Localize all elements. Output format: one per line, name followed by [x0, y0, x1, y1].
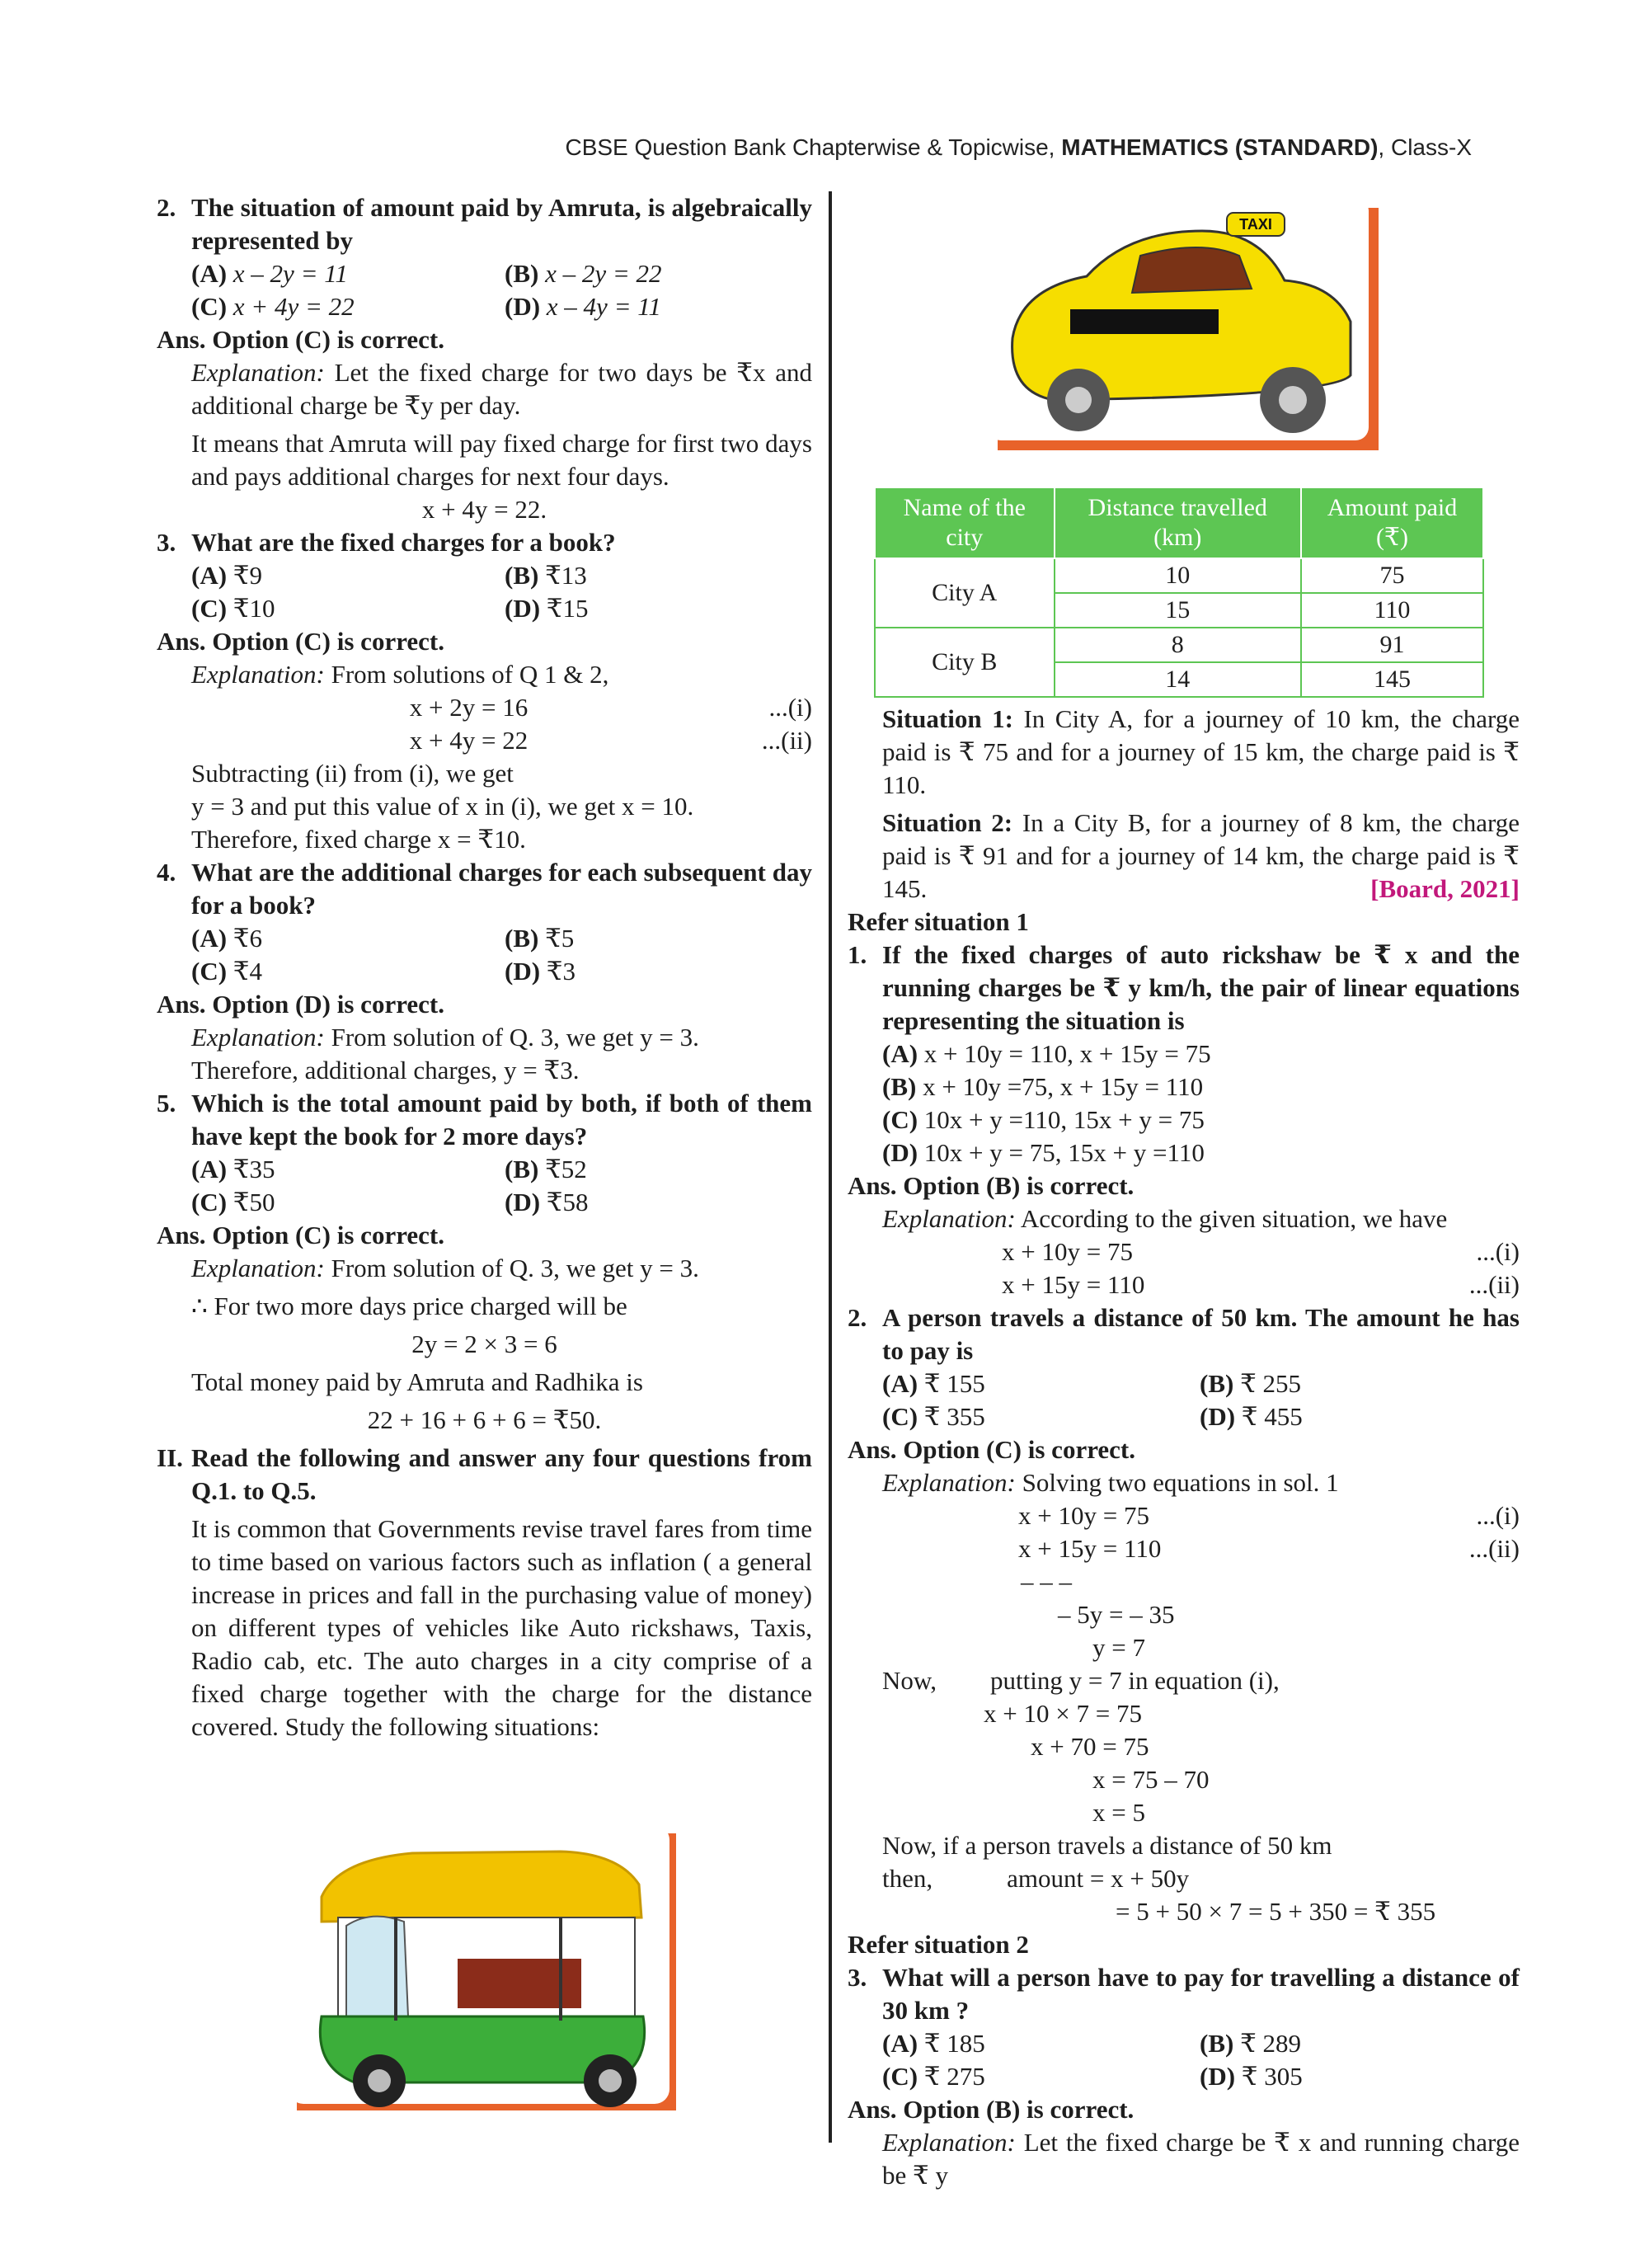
page-header: CBSE Question Bank Chapterwise & Topicwise, MATHEMATICS (STANDARD), Class-X	[565, 134, 1472, 160]
options-q4: (A) ₹6 (B) ₹5 (C) ₹4 (D) ₹3	[191, 924, 576, 986]
question-3: 3. What are the fixed charges for a book?	[157, 528, 616, 557]
question-5: 5. Which is the total amount paid by both, if both of them have kept the book for 2 more days?	[157, 1089, 812, 1150]
answer-q2: Ans. Option (C) is correct.	[157, 325, 444, 354]
answer-r2: Ans. Option (C) is correct.	[848, 1435, 1135, 1464]
refer-situation-2: Refer situation 2	[848, 1930, 1029, 1959]
auto-rickshaw-image	[289, 1819, 680, 2115]
answer-q5: Ans. Option (C) is correct.	[157, 1221, 444, 1249]
table-row: City B 8 91	[875, 628, 1483, 662]
question-2: 2. The situation of amount paid by Amruta, is algebraically represented by	[157, 193, 812, 255]
answer-q4: Ans. Option (D) is correct.	[157, 990, 444, 1019]
options-q2: (A) x – 2y = 11 (B) x – 2y = 22 (C) x + 4y = 22 (D) x – 4y = 11	[191, 259, 662, 321]
answer-r1: Ans. Option (B) is correct.	[848, 1171, 1135, 1200]
explanation-q2: Explanation: Let the fixed charge for two days be ₹x and additional charge be ₹y per day.	[191, 358, 812, 420]
question-r3: 3. What will a person have to pay for travelling a distance of 30 km ?	[848, 1963, 1520, 2025]
question-4: 4. What are the additional charges for each subsequent day for a book?	[157, 858, 812, 920]
question-r2: 2. A person travels a distance of 50 km. The amount he has to pay is	[848, 1303, 1520, 1365]
refer-situation-1: Refer situation 1	[848, 907, 1029, 936]
options-q5: (A) ₹35 (B) ₹52 (C) ₹50 (D) ₹58	[191, 1155, 589, 1216]
table-row: 14 145	[875, 662, 1483, 697]
column-divider	[829, 191, 832, 2143]
section-2-paragraph: It is common that Governments revise travel fares from time to time based on various factors such as inflation ( a general increase in prices and fall in the purchasing value of money) on different types of vehicles like Auto rickshaws, Taxis, Radio cab, etc. The auto charges in a city comprise of a fixed charge together with the charge for the distance covered. Study the following situations:	[191, 1514, 812, 1741]
options-r2: (A) ₹ 155 (B) ₹ 255 (C) ₹ 355 (D) ₹ 455	[882, 1369, 1303, 1431]
section-2-heading: II. Read the following and answer any four questions from Q.1. to Q.5.	[157, 1443, 812, 1505]
options-q3: (A) ₹9 (B) ₹13 (C) ₹10 (D) ₹15	[191, 561, 589, 623]
table-row: 15 110	[875, 593, 1483, 628]
table-header-city: Name of the city	[875, 487, 1055, 558]
table-header-distance: Distance travelled (km)	[1055, 487, 1301, 558]
header-subject: MATHEMATICS (STANDARD)	[1061, 134, 1379, 160]
table-row: City A 10 75	[875, 558, 1483, 593]
source-tag: [Board, 2021]	[1370, 874, 1520, 903]
left-column: 2. The situation of amount paid by Amruta, is algebraically represented by (A) x – 2y = 11 (B) x – 2y = 22 (C) x + 4y = 22 (D) x – 4y = 11 Ans. Option (C) is correct. Explanation: Let the fixed charge for two days be ₹x and additional charge be ₹y per day. It means that Amruta will pay fixed charge for first two days and pays additional charges for next four days. x + 4y = 22. 3. What are the fixed charges for a book? (A) ₹9 (B) ₹13 (C) ₹10 (D) ₹15 Ans. Option (C) is correct. Explanation: From solutions of Q 1 & 2, x + 2y = 16 ...(i) x + 4y = 22 ...(ii) Subtracting (ii) from (i), we get y = 3 and put this value of x in (i), we get x = 10. Therefore, fixed charge x = ₹10. 4. What are the additional charges for each subsequent day for a book? (A) ₹6 (B) ₹5 (C) ₹4 (D) ₹3 Ans. Option (D) is correct. Explanation: From solution of Q. 3, we get y = 3. Therefore, additional charges, y = ₹3. 5. Which is the total amount paid by both, if both of them have kept the book for 2 more days? (A) ₹35 (B) ₹52 (C) ₹50 (D) ₹58 Ans. Option (C) is correct. Explanation: From solution of Q. 3, we get y = 3. ∴ For two more days price charged will be 2y = 2 × 3 = 6 Total money paid by Amruta and Radhika is 22 + 16 + 6 + 6 = ₹50. II. Read the following and answer any four questions from Q.1. to Q.5. It is common that Governments revise travel fares from time to time based on various factors such as inflation ( a general increase in prices and fall in the purchasing value of money) on different types of vehicles like Auto rickshaws, Taxis, Radio cab, etc. The auto charges in a city comprise of a fixed charge together with the charge for the distance covered. Study the following situations:	[157, 191, 812, 1743]
answer-q3: Ans. Option (C) is correct.	[157, 627, 444, 656]
taxi-image	[988, 198, 1384, 454]
taxi-sign-text: TAXI	[1239, 216, 1272, 233]
question-r1: 1. If the fixed charges of auto rickshaw be ₹ x and the running charges be ₹ y km/h, the pair of linear equations representing the situation is	[848, 940, 1520, 1035]
situation-2: Situation 2: In a City B, for a journey of 8 km, the charge paid is ₹ 91 and for a journey of 14 km, the charge paid is ₹ 145. [Board, 2021]	[848, 807, 1520, 906]
fare-table	[874, 487, 1484, 698]
situation-1: Situation 1: In City A, for a journey of 10 km, the charge paid is ₹ 75 and for a journey of 15 km, the charge paid is ₹ 110.	[882, 704, 1520, 799]
table-header-amount: Amount paid (₹)	[1301, 487, 1483, 558]
equation: x + 4y = 22.	[421, 495, 547, 524]
right-column: Name of the city Distance travelled (km) Amount paid (₹) City A 10 75 15 110 City B 8 91 14 145 Situation 1: In City A, for a journey of 10 km, the charge paid is ₹ 75 and for a journey of 15 km, the charge paid is ₹ 110. Situation 2: In a City B, for a journey of 8 km, the charge paid is ₹ 91 and for a journey of 14 km, the charge paid is ₹ 145. [Board, 2021] Refer situation 1 1. If the fixed charges of auto rickshaw be ₹ x and the running charges be ₹ y km/h, the pair of linear equations representing the situation is (A) x + 10y = 110, x + 15y = 75 (B) x + 10y =75, x + 15y = 110 (C) 10x + y =110, 15x + y = 75 (D) 10x + y = 75, 15x + y =110 Ans. Option (B) is correct. Explanation: According to the given situation, we have x + 10y = 75 ...(i) x + 15y = 110 ...(ii) 2. A person travels a distance of 50 km. The amount he has to pay is (A) ₹ 155 (B) ₹ 255 (C) ₹ 355 (D) ₹ 455 Ans. Option (C) is correct. Explanation: Solving two equations in sol. 1 x + 10y = 75 ...(i) x + 15y = 110 ...(ii) – – – – 5y = – 35 y = 7 Now, putting y = 7 in equation (i), x + 10 × 7 = 75 x + 70 = 75 x = 75 – 70 x = 5 Now, if a person travels a distance of 50 km then, amount = x + 50y = 5 + 50 × 7 = 5 + 350 = ₹ 355 Refer situation 2 3. What will a person have to pay for travelling a distance of 30 km ? (A) ₹ 185 (B) ₹ 289 (C) ₹ 275 (D) ₹ 305 Ans. Option (B) is correct. Explanation: Let the fixed charge be ₹ x and running charge be ₹ y	[848, 487, 1520, 2192]
answer-r3: Ans. Option (B) is correct.	[848, 2095, 1135, 2124]
options-r3: (A) ₹ 185 (B) ₹ 289 (C) ₹ 275 (D) ₹ 305	[882, 2029, 1303, 2091]
options-r1: (A) x + 10y = 110, x + 15y = 75 (B) x + 10y =75, x + 15y = 110 (C) 10x + y =110, 15x + y = 75 (D) 10x + y = 75, 15x + y =110	[882, 1039, 1211, 1167]
